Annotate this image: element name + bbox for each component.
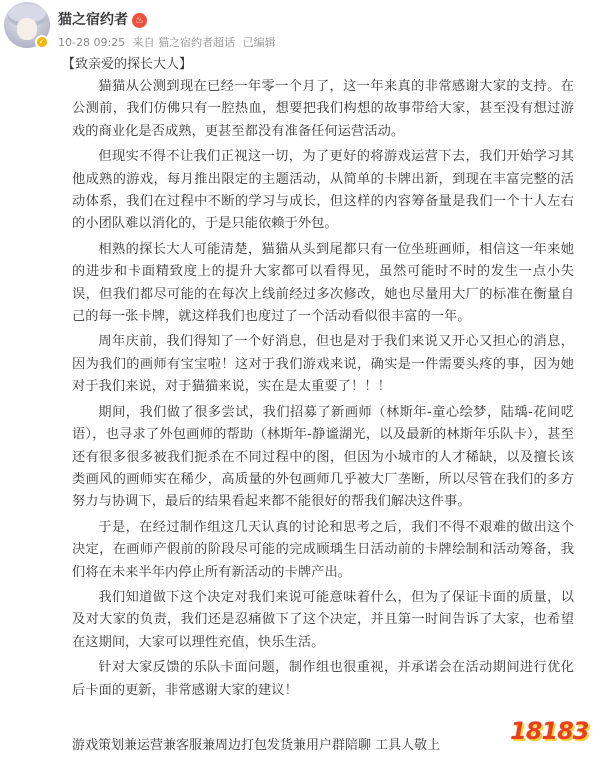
signature: 游戏策划兼运营兼客服兼周边打包发货兼用户群陪聊 工具人敬上 [72,738,441,753]
paragraph: 周年庆前，我们得知了一个好消息，但也是对于我们来说又开心又担心的消息，因为我们的画师有宝宝啦！这对于我们游戏来说，确实是一件需要头疼的事，因为她对于我们来说，对于猫猫来说，实在是太重要了！！！ [72,334,574,395]
paragraph: 但现实不得不让我们正视这一切，为了更好的将游戏运营下去，我们开始学习其他成熟的游戏，每月推出限定的主题活动，从简单的卡牌出新，到现在丰富完整的活动体系，我们在过程中不断的学习与成长，但这样的内容筹备量是我们一个十人左右的小团队难以消化的，于是只能依赖于外包。 [72,149,574,232]
paragraph: 猫猫从公测到现在已经一年零一个月了，这一年来真的非常感谢大家的支持。在公测前，我们仿佛只有一腔热血，想要把我们构想的故事带给大家，甚至没有想过游戏的商业化是否成熟，更甚至都没有准备任何运营活动。 [72,79,574,139]
edited-label: 已编辑 [242,36,276,49]
paragraph: 我们知道做下这个决定对我们来说可能意味着什么，但为了保证卡面的质量，以及对大家的负责，我们还是忍痛做下了这个决定，并且第一时间告诉了大家，也希望在这期间，大家可以理性充值，快乐生活。 [72,589,574,650]
username[interactable] [58,9,147,29]
post-header [0,0,600,52]
paragraph: 相熟的探长大人可能清楚，猫猫从头到尾都只有一位坐班画师，相信这一年来她的进步和卡面精致度上的提升大家都可以看得见，虽然可能时不时的发生一点小失误，但我们都尽可能的在每次上线前经过多次修改，她也尽量用大厂的标准在衡量自己的每一张卡牌，就这样我们也度过了一个活动看似很丰富的一年。 [72,241,574,325]
post-timestamp: 10-28 09:25 [58,36,126,49]
paragraph: 针对大家反馈的乐队卡面问题，制作组也很重视，并承诺会在活动期间进行优化后卡面的更新，非常感谢大家的建议！ [72,660,574,698]
article-title: 【致亲爱的探长大人】 [62,57,193,72]
site-watermark-logo [510,717,590,751]
verified-icon: ✓ [35,35,49,49]
watermark-text: 18183 [510,717,589,745]
article-body [72,76,574,705]
paragraph: 于是，在经过制作组这几天认真的讨论和思考之后，我们不得不艰难的做出这个决定，在画师产假前的阶段尽可能的完成顾瑀生日活动前的卡牌绘制和活动筹备，我们将在未来半年内停止所有新活动的卡牌产出。 [72,519,574,580]
post-source-link[interactable]: 来自 猫之宿约者超话 [132,36,236,49]
username-text[interactable]: 猫之宿约者 [58,12,128,28]
paragraph: 期间，我们做了很多尝试，我们招募了新画师（林斯年-童心绘梦，陆瑀-花间呓语），也寻求了外包画师的帮助（林斯年-静谧湖光，以及最新的林斯年乐队卡），甚至还有很多很多被我们扼杀在不同过程中的图，但因为小城市的人才稀缺，以及擅长该类画风的画师实在稀少，高质量的外包画师几乎被大厂垄断，所以尽管在我们的多方努力与协调下，最后的结果看起来都不能很好的帮我们解决这件事。 [72,404,574,510]
post-meta [58,34,280,50]
fire-badge-icon: ♨ [132,13,147,28]
avatar-face [17,18,37,40]
